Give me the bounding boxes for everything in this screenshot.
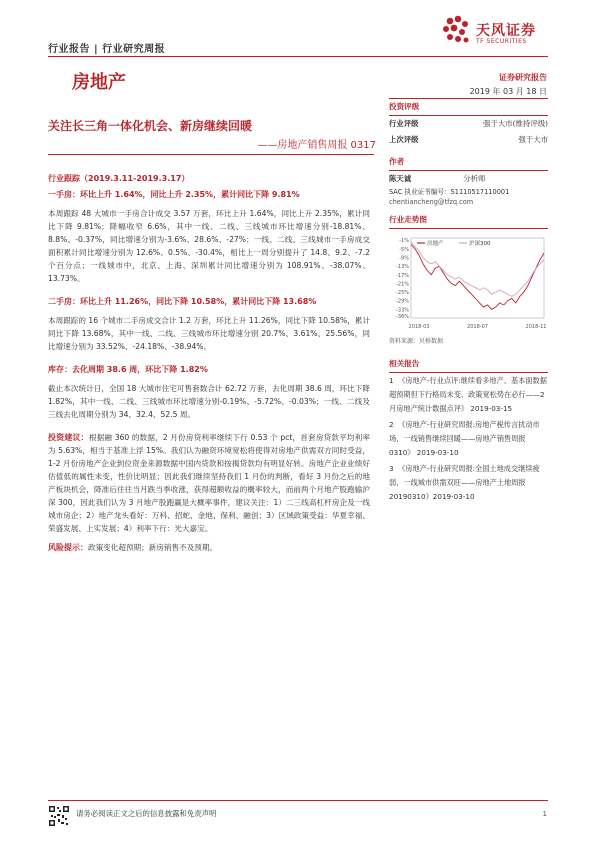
track-heading: 行业跟踪（2019.3.11-2019.3.17）: [48, 174, 190, 183]
industry-rating-label: 行业评级: [389, 119, 419, 128]
y-tick-label: -9%: [399, 255, 409, 262]
related-report-item[interactable]: [389, 374, 548, 416]
logo-text: 天风证券: [476, 23, 536, 39]
chart-divider: [389, 228, 548, 229]
author-email[interactable]: chentiancheng@tfzq.com: [389, 198, 474, 206]
page-number: 1: [542, 810, 547, 818]
author-cert: SAC 执业证书编号：S1110517110001: [389, 188, 510, 196]
second-home-heading: 二手房：环比上升 11.26%，同比下降 10.58%，累计同比下降 13.68%: [48, 297, 317, 306]
investment-advice: [48, 431, 370, 535]
last-rating-value: 强于大市: [518, 135, 548, 144]
y-tick-label: -36%: [396, 313, 409, 320]
related-report-item[interactable]: [389, 462, 548, 504]
y-tick-label: -1%: [399, 238, 409, 245]
y-tick-label: -29%: [396, 298, 409, 305]
legend-label: 房地产: [427, 241, 444, 247]
sidebar-top-divider: [389, 98, 548, 99]
x-tick-label: 2018-03: [408, 324, 430, 330]
new-home-heading: 一手房：环比上升 1.64%，同比上升 2.35%，累计同比下降 9.81%: [48, 190, 300, 199]
logo-flower-icon: [440, 14, 472, 48]
y-tick-label: -17%: [396, 272, 409, 279]
related-text: 《房地产-行业点评:继续看多地产、基本面数据超预期但下行格局未变、政策宽松势在必行——2 月房地产统计数据点评》 2019-03-15: [389, 376, 547, 413]
author-row: [389, 171, 548, 187]
rating-heading: 投资评级: [389, 102, 420, 111]
footer-divider: [48, 800, 548, 801]
footer-disclaimer: 请务必阅读正文之后的信息披露和免责声明: [76, 809, 217, 818]
qr-code-icon: [48, 805, 70, 827]
author-title: 分析师: [463, 174, 486, 183]
author-heading: 作者: [389, 157, 405, 166]
inventory-body: 截止本次统计日，全国 18 大城市住宅可售套数合计 62.72 万套，去化周期 38.6 周，环比下降 1.82%，其中一线、二线、三线城市环比增速分别-0.19%、-5.72%、-0.03%；一线、二线及三线去化周期分别为 34、32.4、52.5 周。: [48, 384, 370, 419]
series-line-0: [411, 245, 544, 310]
title-divider: [48, 154, 374, 155]
related-num: 1: [389, 376, 394, 385]
related-num: 3: [389, 464, 394, 473]
related-heading-block: [389, 358, 548, 373]
chart-heading: 行业走势图: [389, 215, 427, 224]
report-title: 关注长三角一体化机会、新房继续回暖: [48, 119, 253, 133]
author-name: 陈天诚: [389, 174, 412, 183]
chart-source: 资料来源：贝格数据: [389, 338, 444, 345]
advice-body: 根据融 360 的数据，2 月份房贷利率继续下行 0.53 个 pct，首套房贷款平均利率为 5.63%，相当于基准上浮 15%。我们认为融资环境宽松将使得对房地产供需双方同时受益，1-2 月份房地产企业到位资金来源数据中国内贷款和按揭贷款均有明显好转。房地产企业业绩好估值低的属性未变，性价比明显；因此我们继续坚持我们 1 月份的判断，看好 3 月份之后的地产板块机会，降准后往往当月跌当季收涨，获得超额收益的概率较大，而前两个月地产股跑输沪深 300，因此我们认为 3 月地产股跑赢是大概率事件，建议关注：1）二三线高杠杆房企及一线城市房企；2）地产龙头看好：万科、招蛇、金地、保利、融创；3）区域政策受益：华夏幸福、荣盛发展、上实发展；4）利率下行：光大嘉宝。: [48, 433, 371, 533]
advice-label: 投资建议：: [48, 433, 89, 442]
risk-warning: [48, 541, 370, 554]
report-date: 2019 年 03 月 18 日: [469, 87, 547, 96]
legend-label: 沪深300: [469, 241, 491, 247]
related-reports-list: [389, 374, 548, 506]
industry-rating-value: 强于大市(维持评级): [483, 119, 548, 128]
y-tick-label: -33%: [396, 307, 409, 314]
related-text: 《房地产-行业研究周报:房地产税传言扰动市场，一线销售继续回暖——房地产销售周报 0310》 2019-03-10: [389, 420, 540, 457]
report-subtitle: ——房地产销售周报 0317: [257, 140, 376, 151]
logo-english: TF SECURITIES: [476, 38, 527, 45]
related-text: 《房地产-行业研究周报:全国土地成交继续疲弱，一线城市供需双旺——房地产土地周报 20190310》2019-03-10: [389, 464, 540, 501]
industry-rating-row: [389, 116, 548, 132]
y-tick-label: -13%: [396, 264, 409, 271]
risk-label: 风险提示：: [48, 543, 88, 552]
chart-plot-frame: [411, 238, 544, 318]
industry-trend-chart: [389, 232, 548, 332]
risk-body: 政策变化超预期；新房销售不及预期。: [88, 543, 218, 552]
rating-section: [389, 101, 548, 148]
second-home-body: 本周跟踪的 16 个城市二手房成交合计 1.2 万套，环比上升 11.26%，同比下降 10.58%，累计同比下降 13.68%，其中一线、二线、三线城市环比增速分别 20.7%、3.61%、25.56%，同比增速分别为 33.52%、-24.18%、-38.94%。: [48, 316, 370, 351]
report-category: 行业报告 | 行业研究周报: [48, 44, 166, 55]
y-tick-label: -21%: [396, 281, 409, 288]
last-rating-row: [389, 132, 548, 148]
related-num: 2: [389, 420, 394, 429]
x-tick-label: 2018-07: [467, 324, 488, 330]
report-type: 证券研究报告: [499, 73, 547, 82]
series-line-1: [411, 242, 544, 296]
related-divider: [389, 372, 548, 373]
inventory-heading: 库存：去化周期 38.6 周，环比下降 1.82%: [48, 365, 208, 374]
author-section: [389, 156, 548, 207]
sector-title: 房地产: [72, 72, 126, 93]
y-tick-label: -25%: [396, 290, 409, 297]
x-tick-label: 2018-11: [525, 324, 547, 330]
related-report-item[interactable]: [389, 418, 548, 460]
chart-section: [389, 214, 548, 229]
header-divider: [48, 56, 548, 57]
related-heading: 相关报告: [389, 359, 420, 368]
last-rating-label: 上次评级: [389, 135, 419, 144]
y-tick-label: -5%: [399, 246, 409, 253]
new-home-body: 本周跟踪 48 大城市一手房合计成交 3.57 万套，环比上升 1.64%，同比上升 2.35%，累计同比下降 9.81%；降幅收窄 6.6%，其中一线、二线、三线城市环比增速分别-18.81%、8.8%、-0.37%，同比增速分别为-3.6%、28.6%、-27%；一线、二线、三线城市一手房成交面积累计同比增速分别为 12.6%、0.5%、-30.4%，相比上一周分别提升了 14.8、9.2、-7.2 个百分点；一线城市中，北京、上海、深圳累计同比增速分别为 108.91%、-38.07%、13.73%。: [48, 209, 370, 283]
main-content: [48, 172, 370, 554]
